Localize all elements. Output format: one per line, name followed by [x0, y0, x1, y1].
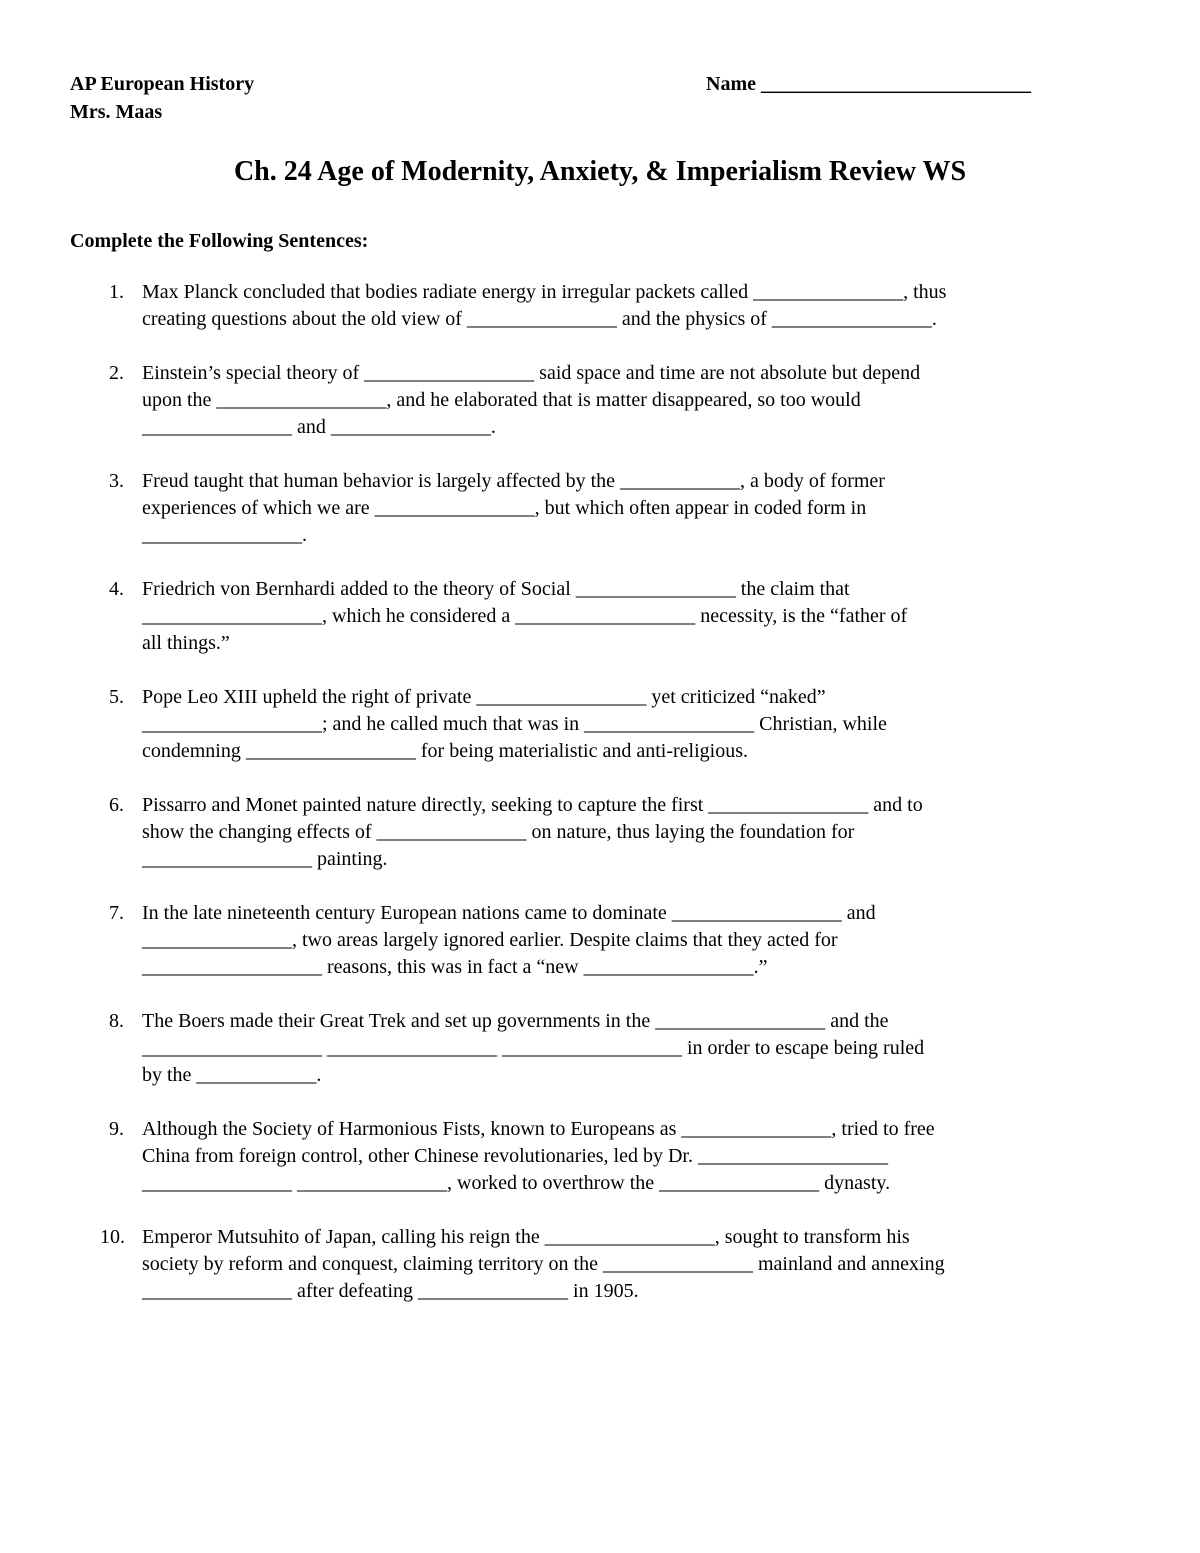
question-line: by the ____________.: [142, 1064, 322, 1086]
question-line: Pope Leo XIII upheld the right of private _________________ yet criticized “naked”: [142, 686, 826, 708]
question-number: 9.: [109, 1118, 124, 1140]
question-line: _______________ _______________, worked to overthrow the ________________ dynasty.: [142, 1172, 891, 1194]
question-line: Pissarro and Monet painted nature directly, seeking to capture the first ________________ and to: [142, 794, 923, 816]
question-line: In the late nineteenth century European nations came to dominate _________________ and: [142, 902, 876, 924]
question-line: Einstein’s special theory of _________________ said space and time are not absolute but depend: [142, 362, 921, 384]
question-5: [70, 684, 1130, 765]
question-line: Freud taught that human behavior is largely affected by the ____________, a body of former: [142, 470, 885, 492]
question-line: upon the _________________, and he elaborated that is matter disappeared, so too would: [142, 389, 861, 411]
question-number: 1.: [109, 281, 124, 303]
question-number: 10.: [100, 1226, 125, 1248]
question-number: 8.: [109, 1010, 124, 1032]
question-line: Max Planck concluded that bodies radiate energy in irregular packets called _______________, thus: [142, 281, 947, 303]
question-line: ________________.: [142, 524, 307, 546]
page-title: Ch. 24 Age of Modernity, Anxiety, & Imperialism Review WS: [233, 156, 967, 187]
question-list: [70, 279, 1130, 1332]
question-number: 6.: [109, 794, 124, 816]
question-line: Emperor Mutsuhito of Japan, calling his reign the _________________, sought to transform his: [142, 1226, 910, 1248]
question-line: Friedrich von Bernhardi added to the theory of Social ________________ the claim that: [142, 578, 850, 600]
question-line: _______________ and ________________.: [142, 416, 496, 438]
question-number: 4.: [109, 578, 124, 600]
question-number: 5.: [109, 686, 124, 708]
question-3: [70, 468, 1130, 549]
teacher-name: Mrs. Maas: [70, 101, 163, 123]
instructions: Complete the Following Sentences:: [70, 230, 369, 252]
question-10: [70, 1224, 1130, 1305]
question-7: [70, 900, 1130, 981]
question-line: __________________; and he called much that was in _________________ Christian, while: [142, 713, 887, 735]
name-field[interactable]: Name ___________________________: [706, 73, 1031, 95]
question-number: 2.: [109, 362, 124, 384]
question-line: The Boers made their Great Trek and set up governments in the _________________ and the: [142, 1010, 889, 1032]
question-line: _______________, two areas largely ignored earlier. Despite claims that they acted for: [142, 929, 838, 951]
question-line: Although the Society of Harmonious Fists, known to Europeans as _______________, tried to free: [142, 1118, 935, 1140]
question-line: _________________ painting.: [142, 848, 388, 870]
question-line: _______________ after defeating _______________ in 1905.: [142, 1280, 639, 1302]
question-line: China from foreign control, other Chinese revolutionaries, led by Dr. ___________________: [142, 1145, 888, 1167]
question-line: all things.”: [142, 632, 230, 654]
question-line: __________________ reasons, this was in fact a “new _________________.”: [142, 956, 768, 978]
question-1: [70, 279, 1130, 333]
question-line: show the changing effects of _______________ on nature, thus laying the foundation for: [142, 821, 855, 843]
question-number: 3.: [109, 470, 124, 492]
question-number: 7.: [109, 902, 124, 924]
question-line: creating questions about the old view of _______________ and the physics of ________________.: [142, 308, 937, 330]
header-left: [70, 70, 254, 126]
question-line: __________________ _________________ __________________ in order to escape being ruled: [142, 1037, 925, 1059]
question-4: [70, 576, 1130, 657]
question-6: [70, 792, 1130, 873]
question-8: [70, 1008, 1130, 1089]
question-2: [70, 360, 1130, 441]
question-line: experiences of which we are ________________, but which often appear in coded form in: [142, 497, 867, 519]
question-9: [70, 1116, 1130, 1197]
question-line: condemning _________________ for being materialistic and anti-religious.: [142, 740, 748, 762]
question-line: __________________, which he considered a __________________ necessity, is the “father of: [142, 605, 908, 627]
question-line: society by reform and conquest, claiming territory on the _______________ mainland and annexing: [142, 1253, 945, 1275]
course-name: AP European History: [70, 73, 255, 95]
